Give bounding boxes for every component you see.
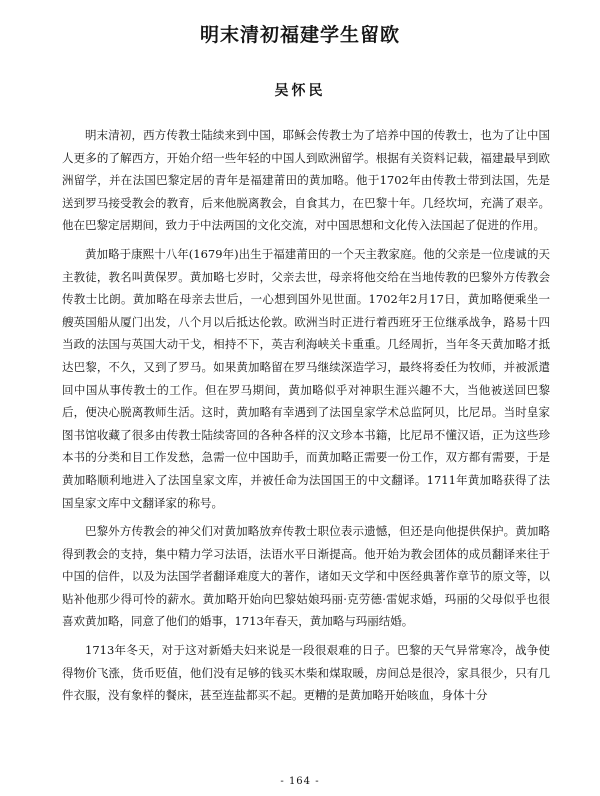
paragraph: 黄加略于康熙十八年(1679年)出生于福建莆田的一个天主教家庭。他的父亲是一位虔诚的天主教徒，教名叫黄保罗。黄加略七岁时，父亲去世，母亲将他交给在当地传教的巴黎外方传教会传教士比朗。黄加略在母亲去世后，一心想到国外见世面。1702年2月17日，黄加略便乘坐一艘英国船从厦门出发，八个月以后抵达伦敦。欧洲当时正进行着西班牙王位继承战争，路易十四当政的法国与英国大动干戈，相持不下，英吉利海峡关卡重重。几经周折，当年冬天黄加略才抵达巴黎，不久，又到了罗马。如果黄加略留在罗马继续深造学习，最终将委任为牧师，并被派遣回中国从事传教士的工作。但在罗马期间，黄加略似乎对神职生涯兴趣不大，当他被送回巴黎后，便决心脱离教师生活。这时，黄加略有幸遇到了法国皇家学术总监阿贝，比尼昂。当时皇家图书馆收藏了很多由传教士陆续寄回的各种各样的汉文珍本书籍，比尼昂不懂汉语，正为这些珍本书的分类和目工作发愁，急需一位中国助手，而黄加略正需要一份工作，双方都有需要，于是黄加略顺利地进入了法国皇家文库，并被任命为法国国王的中文翻译。1711年黄加略获得了法国皇家文库中文翻译家的称号。 (62, 246, 550, 510)
article-body (62, 124, 550, 713)
paragraph: 明末清初，西方传教士陆续来到中国，耶稣会传教士为了培养中国的传教士，也为了让中国人更多的了解西方，开始介绍一些年轻的中国人到欧洲留学。根据有关资料记载，福建最早到欧洲留学，并在法国巴黎定居的青年是福建莆田的黄加略。他于1702年由传教士带到法国，先是送到罗马接受教会的教育，后来他脱离教会，自食其力，在巴黎十年。几经坎坷，充满了艰辛。他在巴黎定居期间，致力于中法两国的文化交流，对中国思想和文化传入法国起了促进的作用。 (62, 128, 550, 233)
paragraph: 巴黎外方传教会的神父们对黄加略放弃传教士职位表示遗憾，但还是向他提供保护。黄加略得到教会的支持，集中精力学习法语，法语水平日渐提高。他开始为教会团体的成员翻译来往于中国的信件，以及为法国学者翻译难度大的著作，诸如天文学和中医经典著作章节的原文等，以贴补他那少得可怜的薪水。黄加略开始向巴黎姑娘玛丽·克劳德·雷妮求婚，玛丽的父母似乎也很喜欢黄加略，同意了他们的婚事，1713年春天，黄加略与玛丽结婚。 (62, 524, 550, 629)
article-title: 明末清初福建学生留欧 (199, 24, 400, 46)
page-number: - 164 - (280, 776, 320, 787)
author-name: 吴怀民 (274, 83, 326, 99)
paragraph: 1713年冬天，对于这对新婚夫妇来说是一段很艰难的日子。巴黎的天气异常寒冷，战争使得物价飞涨，货币贬值，他们没有足够的钱买木柴和煤取暖，房间总是很冷，家具很少，只有几件衣服，没有象样的餐床，甚至连盐都买不起。更糟的是黄加略开始咳血，身体十分 (62, 643, 550, 703)
